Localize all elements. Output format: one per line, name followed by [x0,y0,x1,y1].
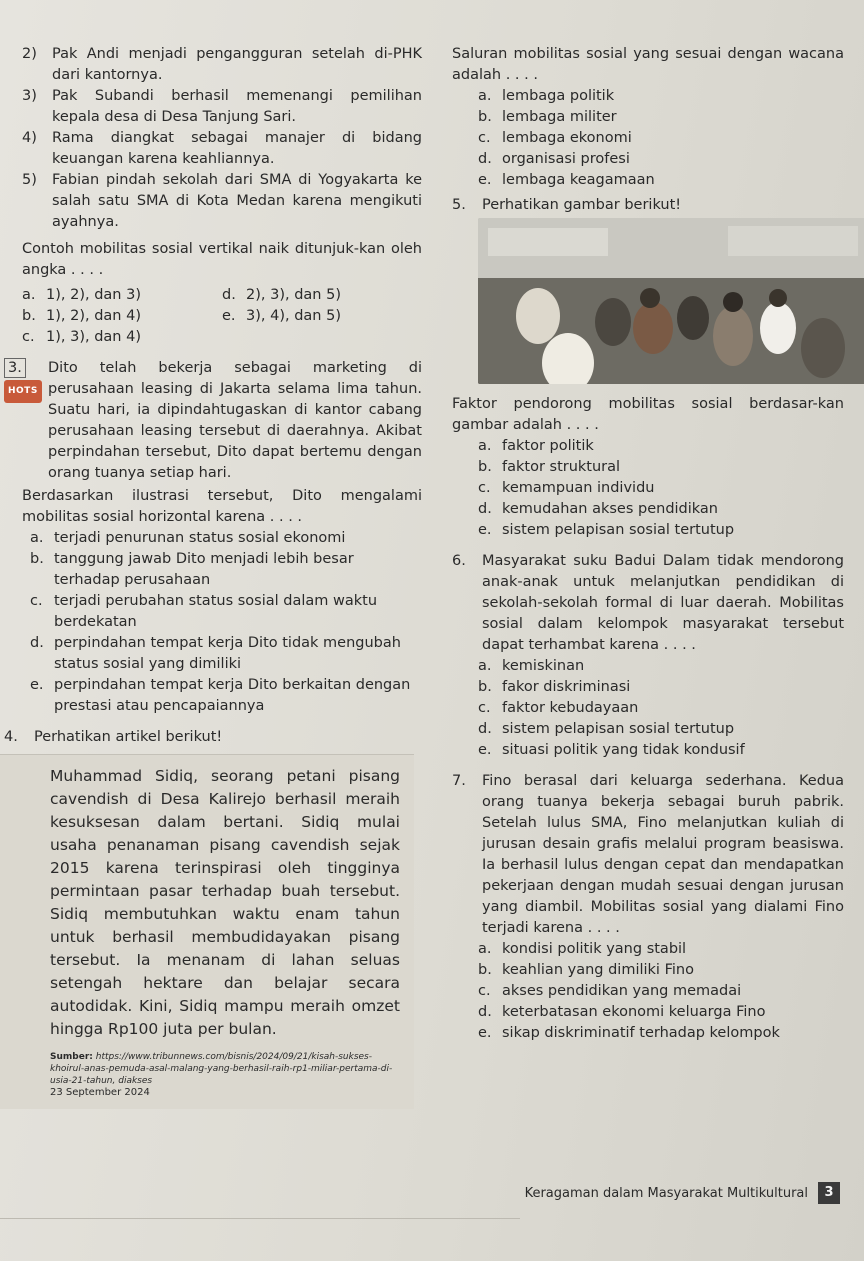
question-5: 5. Perhatikan gambar berikut! [452,197,682,213]
question-number: 3. [4,358,26,378]
question-4-options [452,86,844,191]
answer-option[interactable]: b. faktor struktural [478,459,621,475]
answer-option[interactable]: d. organisasi profesi [478,151,630,167]
question-2-options [22,285,422,348]
page-footer [460,1182,840,1204]
answer-option[interactable]: d. 2), 3), dan 5) [222,287,341,303]
question-4-question: Saluran mobilitas sosial yang sesuai dengan wacana adalah . . . . [452,46,844,83]
answer-option[interactable]: c. faktor kebudayaan [478,700,639,716]
answer-option[interactable]: e. situasi politik yang tidak kondusif [478,742,745,758]
answer-option[interactable]: e. lembaga keagamaan [478,172,655,188]
footer-divider [0,1218,520,1219]
answer-option[interactable]: c. akses pendidikan yang memadai [478,983,742,999]
answer-option[interactable]: a. kondisi politik yang stabil [478,941,687,957]
list-item: 2) Pak Andi menjadi pengangguran setelah di-PHK dari kantornya. [22,46,422,83]
answer-option[interactable]: c. lembaga ekonomi [478,130,632,146]
list-item: 3) Pak Subandi berhasil memenangi pemilihan kepala desa di Desa Tanjung Sari. [22,88,422,125]
question-3 [8,358,422,484]
left-column [4,44,422,1109]
answer-option[interactable]: d. sistem pelapisan sosial tertutup [478,721,735,737]
answer-option[interactable]: a. lembaga politik [478,88,615,104]
page-number: 3 [818,1182,840,1204]
answer-option[interactable]: e. sikap diskriminatif terhadap kelompok [478,1025,780,1041]
answer-option[interactable]: b. keahlian yang dimiliki Fino [478,962,694,978]
question-3-options [0,528,422,717]
answer-option[interactable]: b. lembaga militer [478,109,617,125]
answer-option[interactable]: d. kemudahan akses pendidikan [478,501,718,517]
answer-option[interactable]: c. terjadi perubahan status sosial dalam waktu berdekatan [30,593,378,630]
article-text: Muhammad Sidiq, seorang petani pisang cavendish di Desa Kalirejo berhasil meraih kesuksesan dalam bertani. Sidiq mulai usaha penanaman pisang cavendish sejak 2015 karena terinspirasi oleh tingginya permintaan pasar terhadap buah tersebut. Sidiq membutuhkan waktu enam tahun untuk berhasil membudidayakan pisang tersebut. Ia menanam di lahan seluas setengah hektare dan belajar secara autodidak. Kini, Sidiq mampu meraih omzet hingga Rp100 juta per bulan. [50,767,400,1038]
answer-option[interactable]: d. keterbatasan ekonomi keluarga Fino [478,1004,766,1020]
answer-option[interactable]: b. 1), 2), dan 4) [22,308,141,324]
list-item: 4) Rama diangkat sebagai manajer di bidang keuangan karena keahliannya. [22,130,422,167]
answer-option[interactable]: c. 1), 3), dan 4) [22,329,141,345]
answer-option[interactable]: a. terjadi penurunan status sosial ekonomi [30,530,346,546]
classroom-photo [478,218,864,384]
answer-option[interactable]: a. kemiskinan [478,658,585,674]
question-3-prompt: Berdasarkan ilustrasi tersebut, Dito mengalami mobilitas sosial horizontal karena . . . . [22,488,422,525]
answer-option[interactable]: d. perpindahan tempat kerja Dito tidak mengubah status sosial yang dimiliki [30,635,401,672]
article-box [0,754,414,1109]
question-2-stem: Contoh mobilitas sosial vertikal naik ditunjuk-kan oleh angka . . . . [22,241,422,278]
answer-option[interactable]: c. kemampuan individu [478,480,655,496]
hots-badge: HOTS [4,380,42,403]
answer-option[interactable]: e. sistem pelapisan sosial tertutup [478,522,735,538]
answer-option[interactable]: a. faktor politik [478,438,594,454]
answer-option[interactable]: e. 3), 4), dan 5) [222,308,341,324]
article-source: Sumber: https://www.tribunnews.com/bisnis/2024/09/21/kisah-sukses-khoirul-anas-pemuda-asal-malang-yang-berhasil-raih-rp1-miliar-pertama-di-usia-21-tahun, diakses 23 September 2024 [50,1052,393,1098]
question-3-stem: Dito telah bekerja sebagai marketing di perusahaan leasing di Jakarta selama lima tahun. Suatu hari, ia dipindahtugaskan di kantor cabang perusahaan leasing tersebut di daerahnya. Akibat perpindahan tersebut, Dito dapat bertemu dengan orang tuanya setiap hari. [48,360,422,481]
answer-option[interactable]: a. 1), 2), dan 3) [22,287,141,303]
question-6: 6. Masyarakat suku Badui Dalam tidak mendorong anak-anak untuk melanjutkan pendidikan di sekolah-sekolah formal di luar daerah. Mobilitas sosial dalam kelompok masyarakat tersebut dapat terhambat karena . . . . [452,553,844,653]
right-column [452,44,844,1044]
photo-illustration [478,218,864,384]
question-7: 7. Fino berasal dari keluarga sederhana. Kedua orang tuanya bekerja sebagai buruh pabrik. Setelah lulus SMA, Fino melanjutkan kuliah di jurusan desain grafis melalui program beasiswa. Ia berhasil lulus dengan cepat dan mendapatkan pekerjaan dengan mudah sesuai dengan jurusan yang diambil. Mobilitas sosial yang dialami Fino terjadi karena . . . . [452,773,844,936]
list-item: 5) Fabian pindah sekolah dari SMA di Yogyakarta ke salah satu SMA di Kota Medan karena mengikuti ayahnya. [22,172,422,230]
answer-option[interactable]: b. tanggung jawab Dito menjadi lebih besar terhadap perusahaan [30,551,354,588]
footer-title: Keragaman dalam Masyarakat Multikultural [524,1185,808,1201]
answer-option[interactable]: e. perpindahan tempat kerja Dito berkaitan dengan prestasi atau pencapaiannya [30,677,411,714]
question-5-question: Faktor pendorong mobilitas sosial berdasar-kan gambar adalah . . . . [452,396,844,433]
answer-option[interactable]: b. fakor diskriminasi [478,679,631,695]
question-6-options [452,656,844,761]
question-4: 4. Perhatikan artikel berikut! [4,729,223,745]
question-7-options [452,939,844,1044]
question-5-options [452,436,844,541]
